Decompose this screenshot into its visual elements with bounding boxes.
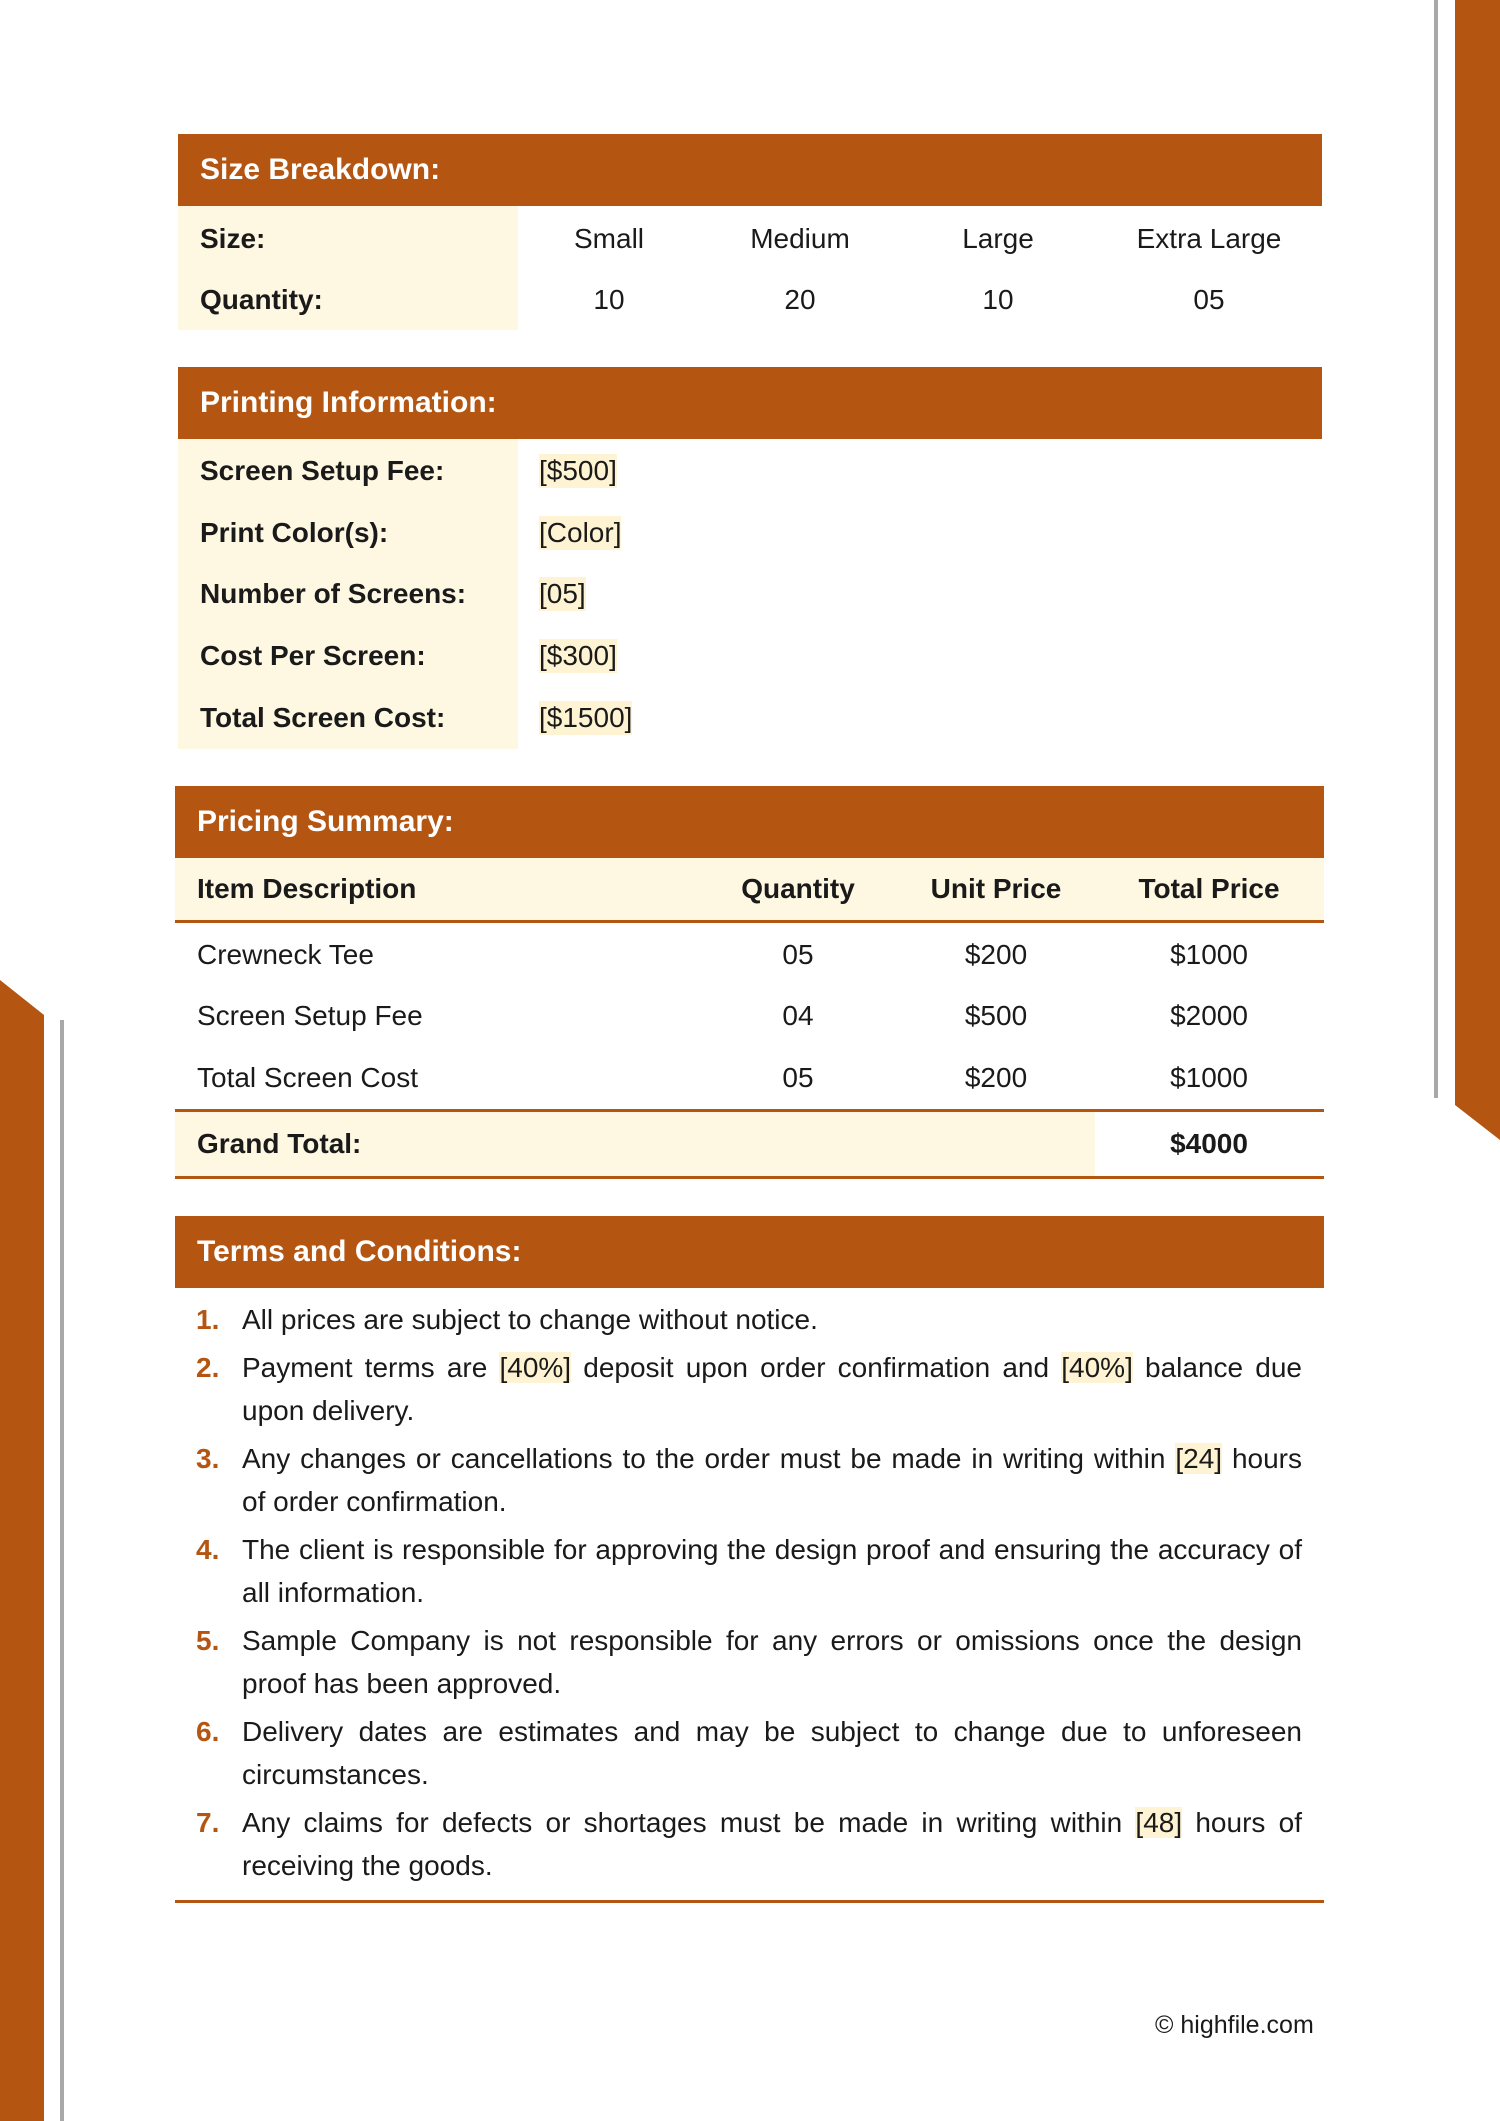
claims-hours-placeholder: [48] xyxy=(1135,1807,1183,1838)
term-item-7: 7. Any claims for defects or shortages must be made in writing within [48] hours of receiving the goods. xyxy=(196,1801,1302,1887)
total-screen-cost-label: Total Screen Cost: xyxy=(200,702,446,733)
term-number: 7. xyxy=(196,1807,220,1838)
number-of-screens-label: Number of Screens: xyxy=(200,578,467,609)
qty-extra-large: 05 xyxy=(1193,284,1225,315)
term-number: 2. xyxy=(196,1352,220,1383)
col-header-unit-price: Unit Price xyxy=(930,873,1062,904)
row2-item: Screen Setup Fee xyxy=(197,1000,423,1031)
number-of-screens-value: [05] xyxy=(539,578,586,609)
size-extra-large: Extra Large xyxy=(1136,223,1282,254)
grand-total-label: Grand Total: xyxy=(197,1128,362,1159)
term-number: 5. xyxy=(196,1625,220,1656)
grand-total-bottom-rule xyxy=(175,1176,1324,1179)
size-breakdown-header: Size Breakdown: xyxy=(178,134,1322,206)
cost-per-screen-label: Cost Per Screen: xyxy=(200,640,426,671)
total-screen-cost-value: [$1500] xyxy=(539,702,633,733)
size-medium: Medium xyxy=(750,223,850,254)
term-item-1: 1. All prices are subject to change without notice. xyxy=(196,1298,1302,1341)
pricing-header-rule xyxy=(175,920,1324,923)
balance-percent-placeholder: [40%] xyxy=(1061,1352,1133,1383)
cost-per-screen-value: [$300] xyxy=(539,640,617,671)
row1-unit-price: $200 xyxy=(964,939,1028,970)
footer-copyright: © highfile.com xyxy=(1155,2011,1314,2039)
col-header-total-price: Total Price xyxy=(1138,873,1280,904)
terms-list xyxy=(196,1298,1302,1892)
size-small: Small xyxy=(573,223,645,254)
quantity-row-label: Quantity: xyxy=(200,284,323,315)
row2-total-price: $2000 xyxy=(1170,1000,1248,1031)
term-number: 3. xyxy=(196,1443,220,1474)
row2-unit-price: $500 xyxy=(964,1000,1028,1031)
screen-setup-fee-label: Screen Setup Fee: xyxy=(200,455,445,486)
row2-qty: 04 xyxy=(782,1000,814,1031)
terms-bottom-rule xyxy=(175,1900,1324,1903)
term-item-5: 5. Sample Company is not responsible for any errors or omissions once the design proof has been approved. xyxy=(196,1619,1302,1705)
row1-total-price: $1000 xyxy=(1170,939,1248,970)
term-number: 6. xyxy=(196,1716,220,1747)
term-number: 4. xyxy=(196,1534,220,1565)
term-number: 1. xyxy=(196,1304,220,1335)
size-large: Large xyxy=(962,223,1034,254)
qty-small: 10 xyxy=(593,284,625,315)
row3-item: Total Screen Cost xyxy=(197,1062,418,1093)
qty-medium: 20 xyxy=(784,284,816,315)
term-item-2: 2. Payment terms are [40%] deposit upon order confirmation and [40%] balance due upon delivery. xyxy=(196,1346,1302,1432)
term-item-4: 4. The client is responsible for approving the design proof and ensuring the accuracy of all information. xyxy=(196,1528,1302,1614)
term-item-6: 6. Delivery dates are estimates and may be subject to change due to unforeseen circumstances. xyxy=(196,1710,1302,1796)
term-item-3: 3. Any changes or cancellations to the order must be made in writing within [24] hours of order confirmation. xyxy=(196,1437,1302,1523)
row1-item: Crewneck Tee xyxy=(197,939,374,970)
right-accent-bar xyxy=(1450,0,1500,1150)
row3-total-price: $1000 xyxy=(1170,1062,1248,1093)
print-colors-value: [Color] xyxy=(539,517,622,548)
printing-information-header: Printing Information: xyxy=(178,367,1322,439)
deposit-percent-placeholder: [40%] xyxy=(499,1352,572,1383)
col-header-item-description: Item Description xyxy=(197,873,417,904)
qty-large: 10 xyxy=(982,284,1014,315)
pricing-summary-header: Pricing Summary: xyxy=(175,786,1324,858)
change-hours-placeholder: [24] xyxy=(1175,1443,1223,1474)
left-divider-line xyxy=(60,1020,64,2121)
grand-total-value: $4000 xyxy=(1170,1128,1248,1159)
col-header-quantity: Quantity xyxy=(741,873,855,904)
screen-setup-fee-value: [$500] xyxy=(539,455,617,486)
left-accent-bar xyxy=(0,980,46,2121)
row3-unit-price: $200 xyxy=(964,1062,1028,1093)
terms-header: Terms and Conditions: xyxy=(175,1216,1324,1288)
row3-qty: 05 xyxy=(782,1062,814,1093)
right-divider-line xyxy=(1434,0,1438,1098)
size-row-label: Size: xyxy=(200,223,266,254)
print-colors-label: Print Color(s): xyxy=(200,517,389,548)
row1-qty: 05 xyxy=(782,939,814,970)
